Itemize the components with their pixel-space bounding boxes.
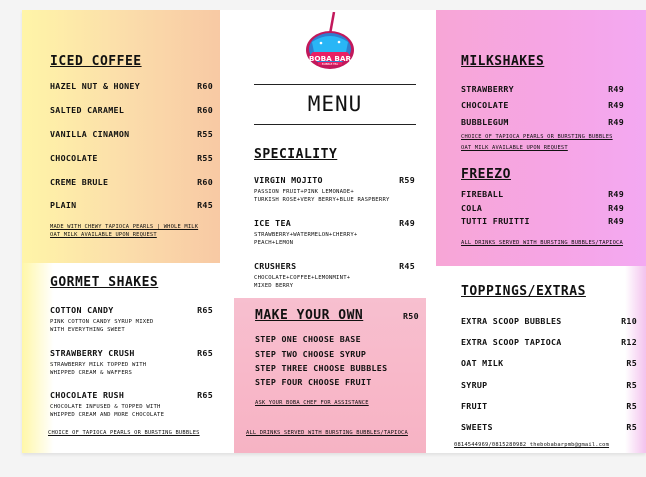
desc-line: STRAWBERRY MILK TOPPED WITH xyxy=(50,362,147,368)
logo-brand-text: BOBA BAR xyxy=(308,54,352,63)
item-description xyxy=(50,361,146,377)
item-price: R60 xyxy=(197,177,213,187)
desc-line: TURKISH ROSE+VERY BERRY+BLUE RASPBERRY xyxy=(254,197,390,203)
freezo-note: ALL DRINKS SERVED WITH BURSTING BUBBLES/TAPIOCA xyxy=(461,240,623,246)
speciality-title: SPECIALITY xyxy=(254,147,338,162)
menu-item xyxy=(461,216,624,226)
menu-item xyxy=(50,348,213,358)
item-name: EXTRA SCOOP TAPIOCA xyxy=(461,337,562,347)
menu-item xyxy=(461,189,624,199)
logo-sub-text: BUBBLE TEA xyxy=(321,63,339,66)
menu-item xyxy=(461,100,624,110)
iced-coffee-panel xyxy=(22,10,220,263)
item-price: R49 xyxy=(608,117,624,127)
desc-line: WHIPPED CREAM AND MORE CHOCOLATE xyxy=(50,412,165,418)
item-name: FRUIT xyxy=(461,401,488,411)
item-name: CRUSHERS xyxy=(254,261,297,271)
item-price: R65 xyxy=(197,390,213,400)
item-name: CHOCOLATE RUSH xyxy=(50,390,125,400)
item-name: STRAWBERRY xyxy=(461,84,514,94)
menu-item xyxy=(461,422,637,432)
boba-bar-logo xyxy=(304,12,356,82)
item-price: R65 xyxy=(197,305,213,315)
desc-line: PINK COTTON CANDY SYRUP MIXED xyxy=(50,319,154,325)
step-item: STEP TWO CHOOSE SYRUP xyxy=(255,349,367,359)
item-name: OAT MILK xyxy=(461,358,504,368)
milkshakes-title: MILKSHAKES xyxy=(461,54,545,69)
item-description xyxy=(254,231,357,247)
gormet-shakes-note: CHOICE OF TAPIOCA PEARLS OR BURSTING BUBBLES xyxy=(48,430,200,436)
item-name: SWEETS xyxy=(461,422,493,432)
menu-item xyxy=(461,84,624,94)
item-name: VANILLA CINAMON xyxy=(50,129,130,139)
menu-item xyxy=(254,218,415,228)
item-price: R60 xyxy=(197,81,213,91)
toppings-title: TOPPINGS/EXTRAS xyxy=(461,284,586,299)
menu-item xyxy=(461,358,637,368)
item-price: R65 xyxy=(197,348,213,358)
desc-line: WHIPPED CREAM & WAFFERS xyxy=(50,370,133,376)
item-price: R55 xyxy=(197,129,213,139)
item-name: SYRUP xyxy=(461,380,488,390)
milkshakes-note xyxy=(461,133,613,152)
item-name: SALTED CARAMEL xyxy=(50,105,125,115)
menu-item xyxy=(50,153,213,163)
note-line: CHOICE OF TAPIOCA PEARLS OR BURSTING BUBBLES xyxy=(461,134,613,140)
item-name: BUBBLEGUM xyxy=(461,117,509,127)
gormet-shakes-panel xyxy=(22,263,220,453)
menu-item xyxy=(50,105,213,115)
gormet-shakes-title: GORMET SHAKES xyxy=(50,275,159,290)
menu-item xyxy=(254,175,415,185)
item-description xyxy=(254,274,350,290)
item-name: COTTON CANDY xyxy=(50,305,114,315)
menu-item xyxy=(254,261,415,271)
desc-line: PEACH+LEMON xyxy=(254,240,294,246)
item-name: CHOCOLATE xyxy=(461,100,509,110)
note-line: MADE WITH CHEWY TAPIOCA PEARLS | WHOLE MILK xyxy=(50,224,199,230)
item-description xyxy=(50,403,164,419)
note-line: OAT MILK AVAILABLE UPON REQUEST xyxy=(50,232,157,238)
item-price: R55 xyxy=(197,153,213,163)
item-price: R49 xyxy=(608,84,624,94)
item-name: COLA xyxy=(461,203,483,213)
item-price: R49 xyxy=(608,216,624,226)
menu-sheet xyxy=(22,10,646,453)
item-name: ICE TEA xyxy=(254,218,292,228)
item-price: R5 xyxy=(626,422,637,432)
item-name: PLAIN xyxy=(50,200,77,210)
toppings-panel xyxy=(436,266,646,453)
menu-rule-bottom xyxy=(254,124,416,125)
menu-item xyxy=(50,129,213,139)
menu-rule-top xyxy=(254,84,416,85)
item-price: R45 xyxy=(399,261,415,271)
menu-item xyxy=(50,390,213,400)
item-name: FIREBALL xyxy=(461,189,504,199)
step-item: STEP FOUR CHOOSE FRUIT xyxy=(255,377,372,387)
menu-item xyxy=(461,203,624,213)
bursting-bubbles-note: ALL DRINKS SERVED WITH BURSTING BUBBLES/TAPIOCA xyxy=(246,430,408,436)
menu-item xyxy=(50,305,213,315)
make-your-own-panel xyxy=(234,298,426,453)
item-name: CREME BRULE xyxy=(50,177,109,187)
item-price: R5 xyxy=(626,401,637,411)
menu-item xyxy=(50,200,213,210)
make-your-own-price: R50 xyxy=(403,311,419,321)
item-price: R59 xyxy=(399,175,415,185)
item-name: TUTTI FRUITTI xyxy=(461,216,530,226)
item-name: HAZEL NUT & HONEY xyxy=(50,81,141,91)
assistance-note: ASK YOUR BOBA CHEF FOR ASSISTANCE xyxy=(255,400,369,406)
desc-line: STRAWBERRY+WATERMELON+CHERRY+ xyxy=(254,232,358,238)
menu-item xyxy=(461,337,637,347)
item-name: CHOCOLATE xyxy=(50,153,98,163)
item-description xyxy=(254,188,390,204)
menu-item xyxy=(461,117,624,127)
item-price: R10 xyxy=(621,316,637,326)
menu-item xyxy=(461,316,637,326)
item-name: EXTRA SCOOP BUBBLES xyxy=(461,316,562,326)
item-price: R5 xyxy=(626,358,637,368)
item-price: R49 xyxy=(608,203,624,213)
item-price: R49 xyxy=(608,100,624,110)
item-price: R49 xyxy=(399,218,415,228)
iced-coffee-note xyxy=(50,223,198,239)
item-name: STRAWBERRY CRUSH xyxy=(50,348,135,358)
desc-line: CHOCOLATE INFUSED & TOPPED WITH xyxy=(50,404,161,410)
menu-item xyxy=(461,380,637,390)
make-your-own-title: MAKE YOUR OWN xyxy=(255,308,364,323)
desc-line: CHOCOLATE+COFFEE+LEMONMINT+ xyxy=(254,275,351,281)
step-item: STEP THREE CHOOSE BUBBLES xyxy=(255,363,388,373)
iced-coffee-title: ICED COFFEE xyxy=(50,54,142,69)
desc-line: WITH EVERYTHING SWEET xyxy=(50,327,125,333)
item-price: R45 xyxy=(197,200,213,210)
menu-item xyxy=(50,81,213,91)
item-price: R5 xyxy=(626,380,637,390)
item-price: R12 xyxy=(621,337,637,347)
menu-item xyxy=(461,401,637,411)
item-price: R60 xyxy=(197,105,213,115)
item-name: VIRGIN MOJITO xyxy=(254,175,323,185)
freezo-title: FREEZO xyxy=(461,167,511,182)
desc-line: MIXED BERRY xyxy=(254,283,294,289)
contact-info: 0814544969/0815280982 thebobabarpmb@gmail.com xyxy=(454,442,610,448)
step-item: STEP ONE CHOOSE BASE xyxy=(255,334,361,344)
note-line: OAT MILK AVAILABLE UPON REQUEST xyxy=(461,145,568,151)
menu-item xyxy=(50,177,213,187)
menu-heading: MENU xyxy=(307,92,363,116)
item-description xyxy=(50,318,153,334)
desc-line: PASSION FRUIT+PINK LEMONADE+ xyxy=(254,189,354,195)
milkshakes-panel xyxy=(436,10,646,266)
item-price: R49 xyxy=(608,189,624,199)
